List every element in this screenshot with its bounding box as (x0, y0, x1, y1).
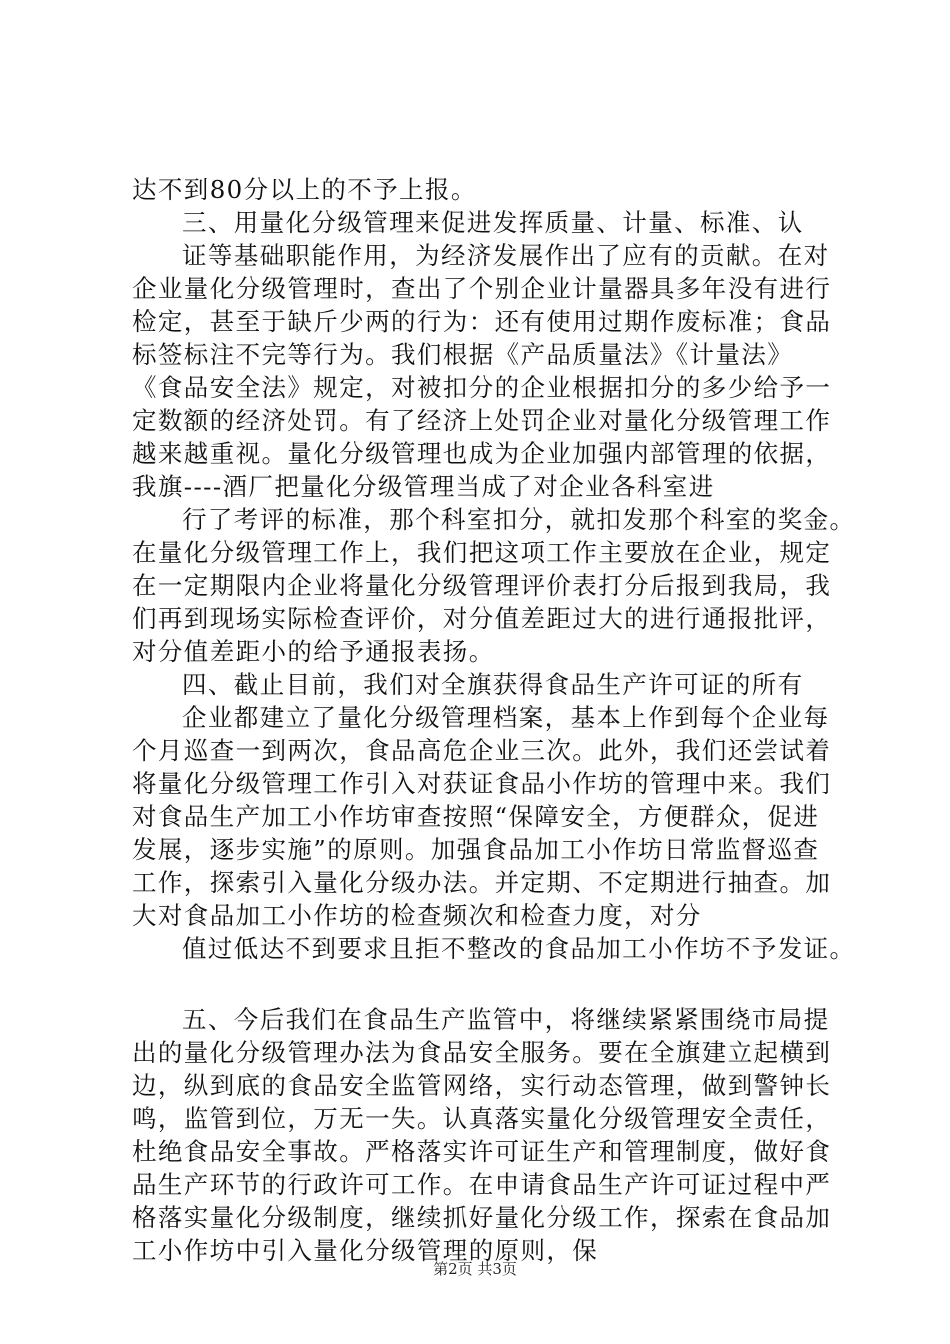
text-line: 达不到80分以上的不予上报。 (132, 175, 477, 204)
text-line: 工作，探索引入量化分级办法。并定期、不定期进行抽查。加 (132, 868, 832, 897)
text-line: 《食品安全法》规定，对被扣分的企业根据扣分的多少给予一 (132, 373, 832, 402)
text-line: 鸣，监管到位，万无一失。认真落实量化分级管理安全责任， (132, 1104, 832, 1133)
text-line: 对分值差距小的给予通报表扬。 (132, 637, 495, 666)
text-line: 格落实量化分级制度，继续抓好量化分级工作，探索在食品加 (132, 1203, 832, 1232)
text-line: 杜绝食品安全事故。严格落实许可证生产和管理制度，做好食 (132, 1137, 832, 1166)
page-footer: 第2页 共3页 (433, 1260, 517, 1278)
text-line: 我旗----酒厂把量化分级管理当成了对企业各科室进 (132, 472, 715, 501)
text-line: 个月巡查一到两次，食品高危企业三次。此外，我们还尝试着 (132, 736, 832, 765)
text-line: 边，纵到底的食品安全监管网络，实行动态管理，做到警钟长 (132, 1071, 832, 1100)
text-line: 行了考评的标准，那个科室扣分，就扣发那个科室的奖金。 (182, 505, 856, 534)
text-line: 工小作坊中引入量化分级管理的原则，保 (132, 1236, 599, 1265)
text-line: 值过低达不到要求且拒不整改的食品加工小作坊不予发证。 (182, 934, 856, 963)
text-line: 四、截止目前，我们对全旗获得食品生产许可证的所有 (182, 670, 804, 699)
text-line: 大对食品加工小作坊的检查频次和检查力度，对分 (132, 901, 702, 930)
text-line: 企业量化分级管理时，查出了个别企业计量器具多年没有进行 (132, 274, 832, 303)
text-line: 定数额的经济处罚。有了经济上处罚企业对量化分级管理工作 (132, 406, 832, 435)
text-line: 在一定期限内企业将量化分级管理评价表打分后报到我局，我 (132, 571, 832, 600)
text-line: 品生产环节的行政许可工作。在申请食品生产许可证过程中严 (132, 1170, 832, 1199)
text-line: 越来越重视。量化分级管理也成为企业加强内部管理的依据， (132, 439, 832, 468)
text-line: 将量化分级管理工作引入对获证食品小作坊的管理中来。我们 (132, 769, 832, 798)
text-line: 标签标注不完等行为。我们根据《产品质量法》《计量法》 (132, 340, 794, 369)
text-line: 对食品生产加工小作坊审查按照“保障安全，方便群众，促进 (132, 802, 820, 831)
text-line: 出的量化分级管理办法为食品安全服务。要在全旗建立起横到 (132, 1038, 832, 1067)
text-line: 在量化分级管理工作上，我们把这项工作主要放在企业，规定 (132, 538, 832, 567)
text-line: 企业都建立了量化分级管理档案，基本上作到每个企业每 (182, 703, 830, 732)
text-line: 检定，甚至于缺斤少两的行为：还有使用过期作废标准；食品 (132, 307, 832, 336)
text-line: 证等基础职能作用，为经济发展作出了应有的贡献。在对 (182, 241, 830, 270)
text-line: 们再到现场实际检查评价，对分值差距过大的进行通报批评， (132, 604, 832, 633)
text-line: 三、用量化分级管理来促进发挥质量、计量、标准、认 (182, 208, 804, 237)
text-line: 发展，逐步实施”的原则。加强食品加工小作坊日常监督巡查 (132, 835, 820, 864)
text-line: 五、今后我们在食品生产监管中，将继续紧紧围绕市局提 (182, 1005, 830, 1034)
